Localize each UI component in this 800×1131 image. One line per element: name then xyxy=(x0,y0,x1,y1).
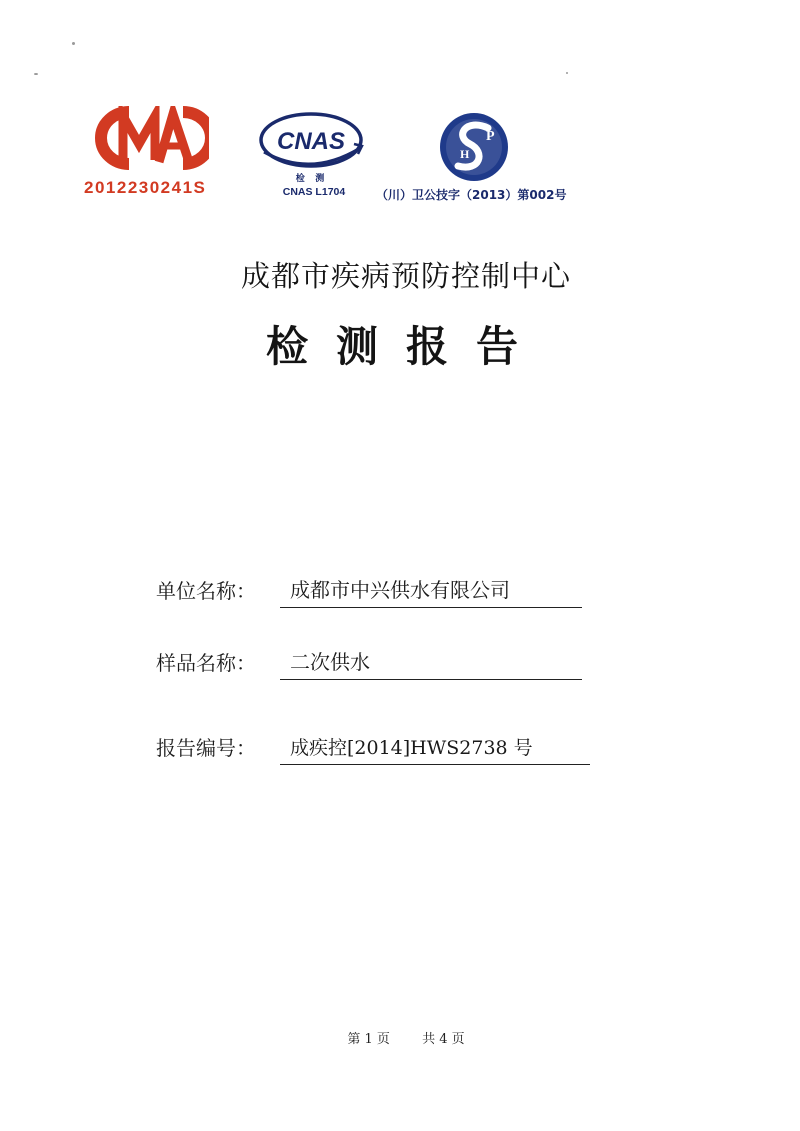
page-total: 共 4 页 xyxy=(422,1032,465,1047)
cnas-sub-label: 检 测 xyxy=(295,173,329,183)
cma-number: 2012230241S xyxy=(84,178,207,197)
organization-name: 成都市疾病预防控制中心 xyxy=(240,259,571,293)
report-number-field xyxy=(156,731,590,765)
sample-name-value: 二次供水 xyxy=(280,646,582,680)
scan-speck xyxy=(72,42,75,45)
scan-speck xyxy=(566,72,568,74)
cnas-number: CNAS L1704 xyxy=(282,186,346,198)
page-current: 第 1 页 xyxy=(347,1032,390,1047)
sample-name-label: 样品名称： xyxy=(156,651,256,675)
svg-text:H: H xyxy=(460,147,470,161)
unit-name-value: 成都市中兴供水有限公司 xyxy=(280,574,582,608)
page-footer xyxy=(0,1028,800,1047)
scan-speck xyxy=(34,73,38,75)
report-title: 检测报告 xyxy=(265,322,546,371)
hygiene-license-number: （川）卫公技字（2013）第002号 xyxy=(376,188,567,202)
cnas-logo xyxy=(254,108,368,180)
report-number-value: 成疾控[2014]HWS2738 号 xyxy=(280,733,590,765)
sample-name-field xyxy=(156,646,582,680)
sph-logo xyxy=(436,110,512,184)
svg-text:P: P xyxy=(486,129,495,144)
report-number-label: 报告编号： xyxy=(156,736,256,760)
unit-name-field xyxy=(156,574,582,608)
unit-name-label: 单位名称： xyxy=(156,579,256,603)
svg-text:CNAS: CNAS xyxy=(276,128,346,155)
cma-logo xyxy=(93,106,209,170)
